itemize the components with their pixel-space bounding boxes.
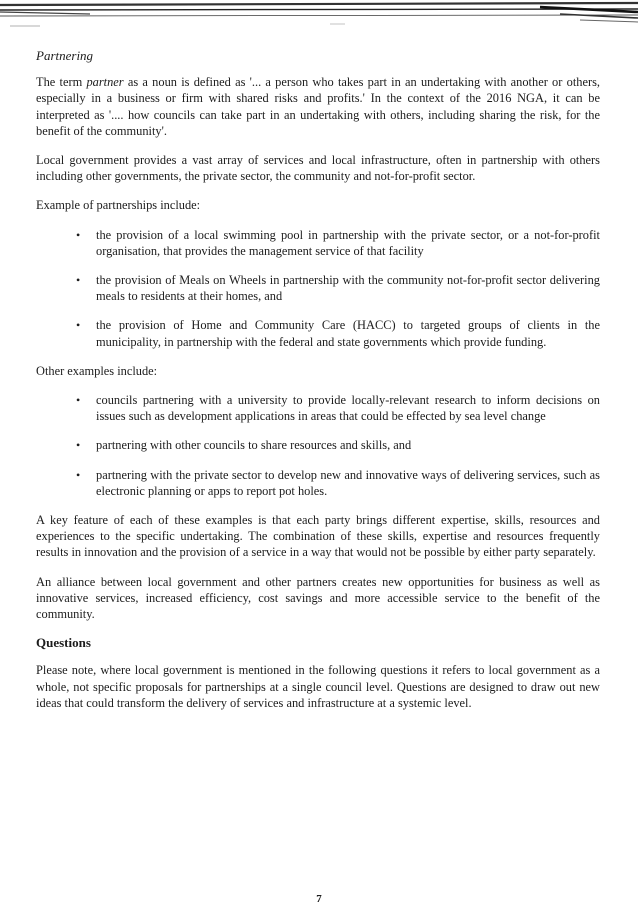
examples-intro: Example of partnerships include: — [36, 198, 201, 213]
other-examples-list — [36, 392, 600, 499]
key-feature-paragraph: A key feature of each of these examples is that each party brings different expertise, skills, resources and experiences to the specific undertaking. The combination of these skills, expertise and resources frequently results in innovation and the provision of a service in a way that would not be possible by either party separately. — [36, 513, 600, 560]
list-item-text: the provision of Meals on Wheels in partnership with the community not-for-profit sector delivering meals to residents at their homes, and — [96, 273, 600, 304]
list-item — [36, 437, 600, 453]
alliance-paragraph: An alliance between local government and other partners creates new opportunities for business as well as innovative services, increased efficiency, cost savings and more accessible service to the benefit of the community. — [36, 574, 600, 622]
scan-artifact-top — [0, 0, 638, 40]
page-number: 7 — [316, 893, 322, 905]
list-item — [36, 392, 600, 424]
examples-list — [36, 227, 600, 350]
other-examples-intro: Other examples include: — [36, 363, 158, 378]
bullet-icon: • — [76, 438, 81, 453]
bullet-icon: • — [76, 273, 81, 288]
list-item-text: the provision of Home and Community Care (HACC) to targeted groups of clients in the municipality, in partnership with the federal and state governments which provide funding. — [96, 318, 600, 349]
list-item-text: partnering with the private sector to develop new and innovative ways of delivering services, such as electronic planning or apps to report pot holes. — [96, 467, 600, 498]
definition-term: partner — [86, 75, 124, 90]
definition-text-after: as a noun is defined as '... a person who takes part in an undertaking with another or others, especially in a business or firm with shared risks and profits.' In the context of the 2016 NGA, it can be interpreted as '.... how councils can take part in an undertaking with others, including sharing the risk, for the benefit of the community'. — [36, 75, 600, 138]
list-item — [36, 227, 600, 259]
list-item — [36, 272, 600, 304]
bullet-icon: • — [76, 393, 81, 408]
bullet-icon: • — [76, 318, 81, 333]
list-item-text: the provision of a local swimming pool in partnership with the private sector, or a not-for-profit organisation, that provides the management service of that facility — [96, 227, 600, 258]
list-item-text: councils partnering with a university to provide locally-relevant research to inform decisions on issues such as development applications in areas that could be effected by sea level change — [96, 393, 600, 424]
questions-paragraph: Please note, where local government is mentioned in the following questions it refers to local government as a whole, not specific proposals for partnerships at a single council level. Questions are designed to draw out new ideas that could transform the delivery of services and infrastructure at a systemic level. — [36, 663, 600, 710]
definition-paragraph — [36, 74, 600, 139]
section-heading: Partnering — [36, 48, 94, 63]
list-item — [36, 467, 600, 499]
list-item — [36, 317, 600, 349]
definition-text-before: The term — [36, 75, 87, 90]
list-item-text: partnering with other councils to share resources and skills, and — [96, 438, 412, 453]
bullet-icon: • — [76, 467, 81, 482]
bullet-icon: • — [76, 227, 81, 242]
services-paragraph: Local government provides a vast array of services and local infrastructure, often in partnership with others including other governments, the private sector, the community and not-for-profit sector. — [36, 153, 600, 184]
document-page — [36, 48, 600, 724]
questions-heading: Questions — [36, 635, 91, 651]
